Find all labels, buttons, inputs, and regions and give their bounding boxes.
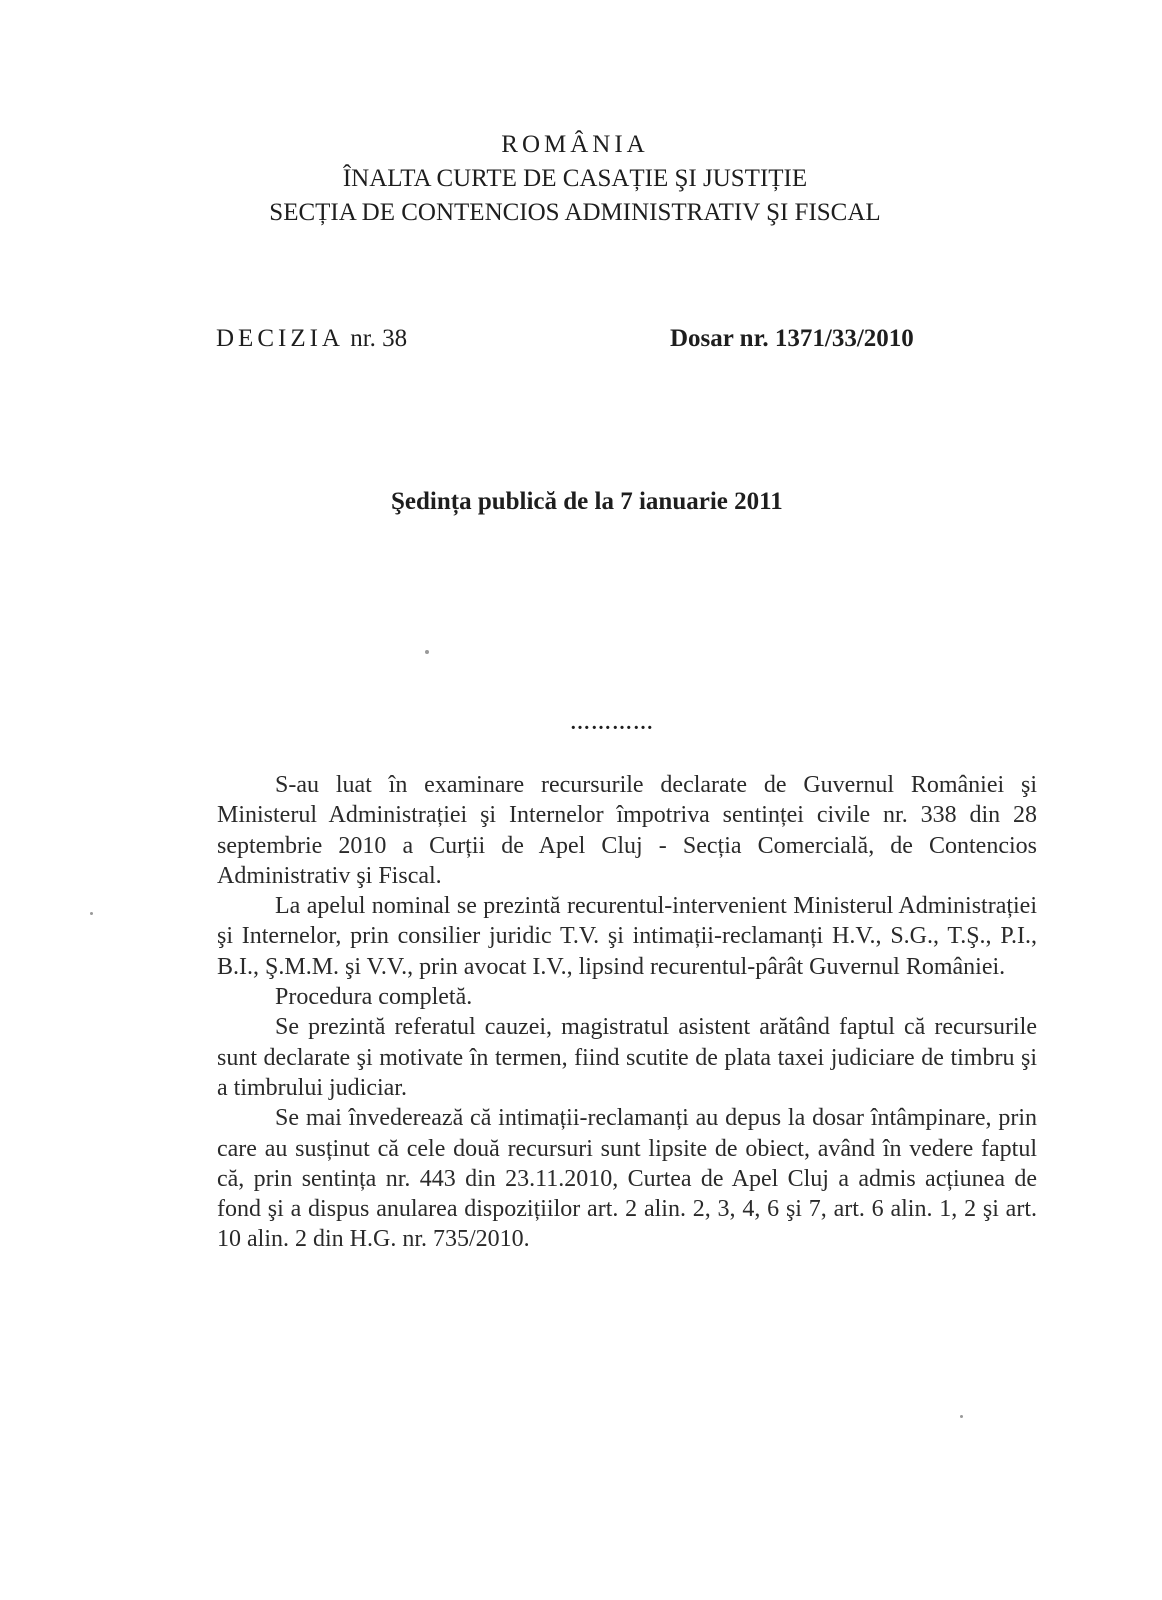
paragraph: La apelul nominal se prezintă recurentul-intervenient Ministerul Administrației şi Internelor, prin consilier juridic T.V. şi intimații-reclamanți H.V., S.G., T.Ş., P.I., B.I., Ş.M.M. şi V.V., prin avocat I.V., lipsind recurentul-pârât Guvernul României. [217,893,1037,980]
decision-label: DECIZIA [216,325,344,352]
decision-number [216,325,407,353]
country-name: ROMÂNIA [501,131,649,158]
document-header [150,128,1000,230]
document-body [217,770,1037,1255]
scan-speck [960,1415,963,1418]
paragraph: Se prezintă referatul cauzei, magistratul asistent arătând faptul că recursurile sunt declarate şi motivate în termen, fiind scutite de plata taxei judiciare de timbru şi a timbrului judiciar. [217,1014,1037,1101]
court-name: ÎNALTA CURTE DE CASAȚIE ŞI JUSTIȚIE [342,165,808,192]
scan-speck [425,650,429,654]
separator-dots: ………… [570,712,654,734]
session-date: Şedința publică de la 7 ianuarie 2011 [391,488,783,515]
decision-nr: nr. 38 [350,325,408,352]
court-section: SECȚIA DE CONTENCIOS ADMINISTRATIV ŞI FISCAL [269,199,881,226]
paragraph: Se mai învederează că intimații-reclamanți au depus la dosar întâmpinare, prin care au susținut că cele două recursuri sunt lipsite de obiect, având în vedere faptul că, prin sentința nr. 443 din 23.11.2010, Curtea de Apel Cluj a admis acțiunea de fond şi a dispus anularea dispozițiilor art. 2 alin. 2, 3, 4, 6 şi 7, art. 6 alin. 1, 2 şi art. 10 alin. 2 din H.G. nr. 735/2010. [217,1105,1037,1253]
paragraph: S-au luat în examinare recursurile declarate de Guvernul României şi Ministerul Administrației şi Internelor împotriva sentinței civile nr. 338 din 28 septembrie 2010 a Curții de Apel Cluj - Secția Comercială, de Contencios Administrativ şi Fiscal. [217,772,1037,889]
scan-speck [90,912,93,915]
paragraph: Procedura completă. [275,984,473,1011]
case-file-number: Dosar nr. 1371/33/2010 [670,325,914,352]
